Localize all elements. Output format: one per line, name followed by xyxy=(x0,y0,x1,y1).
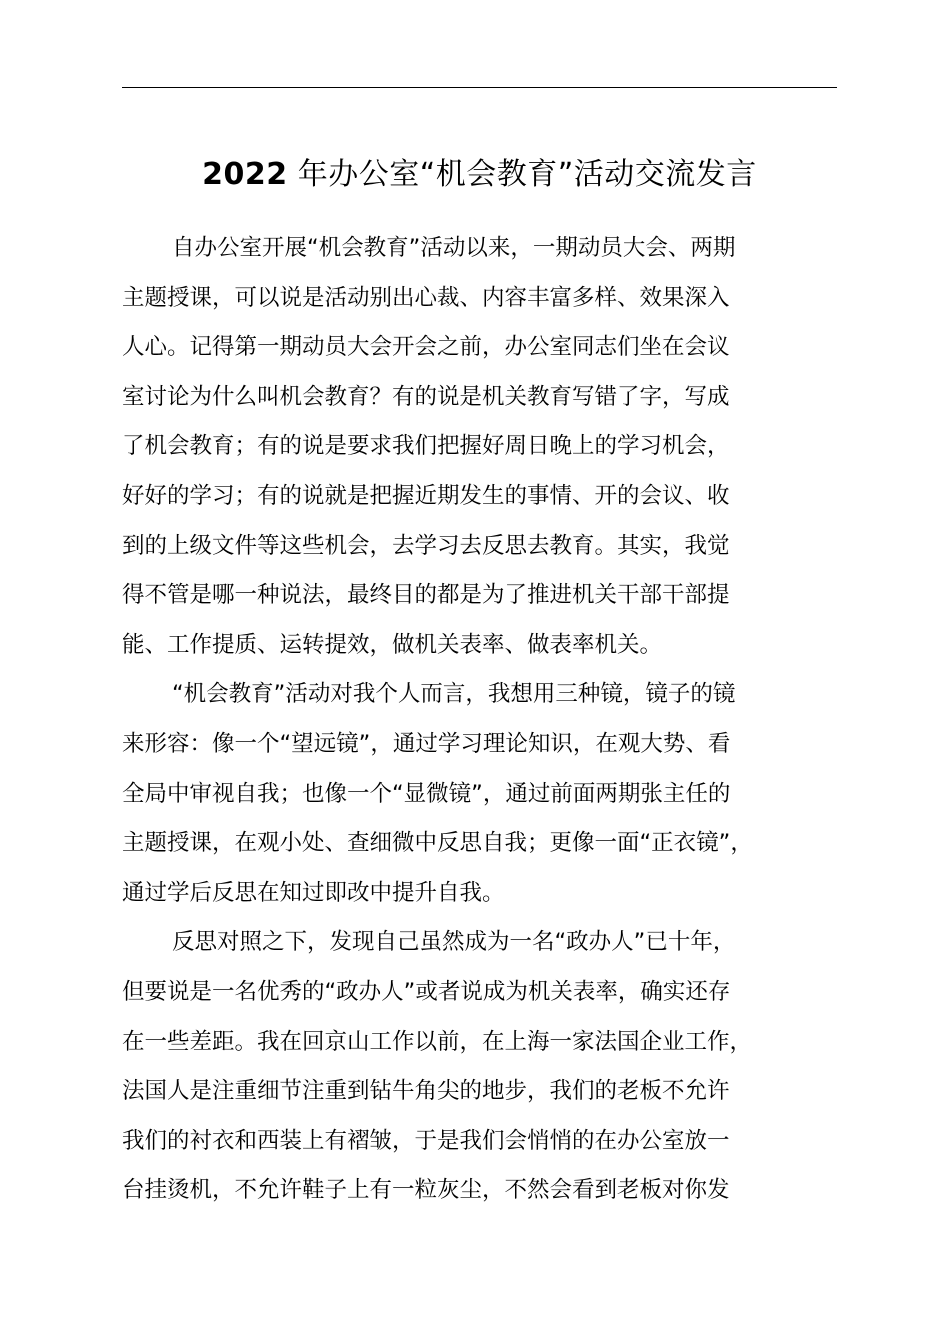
text-line: 来形容：像一个“望远镜”，通过学习理论知识，在观大势、看 xyxy=(122,730,731,757)
text-line: 室讨论为什么叫机会教育？有的说是机关教育写错了字，写成 xyxy=(122,383,730,410)
text-line: 自办公室开展“机会教育”活动以来，一期动员大会、两期 xyxy=(172,235,736,261)
text-line: 我们的衬衣和西装上有褶皱，于是我们会悄悄的在办公室放一 xyxy=(122,1127,730,1154)
text-line: 主题授课，可以说是活动别出心裁、内容丰富多样、效果深入 xyxy=(122,284,730,311)
text-line: 能、工作提质、运转提效，做机关表率、做表率机关。 xyxy=(122,631,663,658)
paragraph-3 xyxy=(122,918,837,1216)
text-line: 法国人是注重细节注重到钻牛角尖的地步，我们的老板不允许 xyxy=(122,1078,730,1105)
paragraph-2 xyxy=(122,670,837,918)
text-line: 全局中审视自我；也像一个“显微镜”，通过前面两期张主任的 xyxy=(122,780,731,807)
text-line: “机会教育”活动对我个人而言，我想用三种镜，镜子的镜 xyxy=(172,681,736,708)
text-line: 通过学后反思在知过即改中提升自我。 xyxy=(122,879,505,906)
paragraph-1 xyxy=(122,224,837,670)
document-title xyxy=(122,150,837,200)
text-line: 得不管是哪一种说法，最终目的都是为了推进机关干部干部提 xyxy=(122,582,730,609)
text-line: 了机会教育；有的说是要求我们把握好周日晚上的学习机会， xyxy=(122,433,730,460)
title-year: 2022 xyxy=(202,157,288,192)
text-line: 到的上级文件等这些机会，去学习去反思去教育。其实，我觉 xyxy=(122,532,730,559)
title-text: 年办公室“机会教育”活动交流发言 xyxy=(297,157,757,192)
text-line: 人心。记得第一期动员大会开会之前，办公室同志们坐在会议 xyxy=(122,334,730,361)
text-line: 主题授课，在观小处、查细微中反思自我；更像一面“正衣镜”， xyxy=(122,830,753,857)
text-line: 反思对照之下，发现自己虽然成为一名“政办人”已十年， xyxy=(172,929,736,956)
text-line: 但要说是一名优秀的“政办人”或者说成为机关表率，确实还存 xyxy=(122,978,731,1005)
text-line: 台挂烫机，不允许鞋子上有一粒灰尘，不然会看到老板对你发 xyxy=(122,1177,730,1204)
text-line: 好好的学习；有的说就是把握近期发生的事情、开的会议、收 xyxy=(122,482,730,509)
header-rule xyxy=(122,87,837,88)
document-body xyxy=(122,224,837,1216)
text-line: 在一些差距。我在回京山工作以前，在上海一家法国企业工作， xyxy=(122,1028,753,1055)
